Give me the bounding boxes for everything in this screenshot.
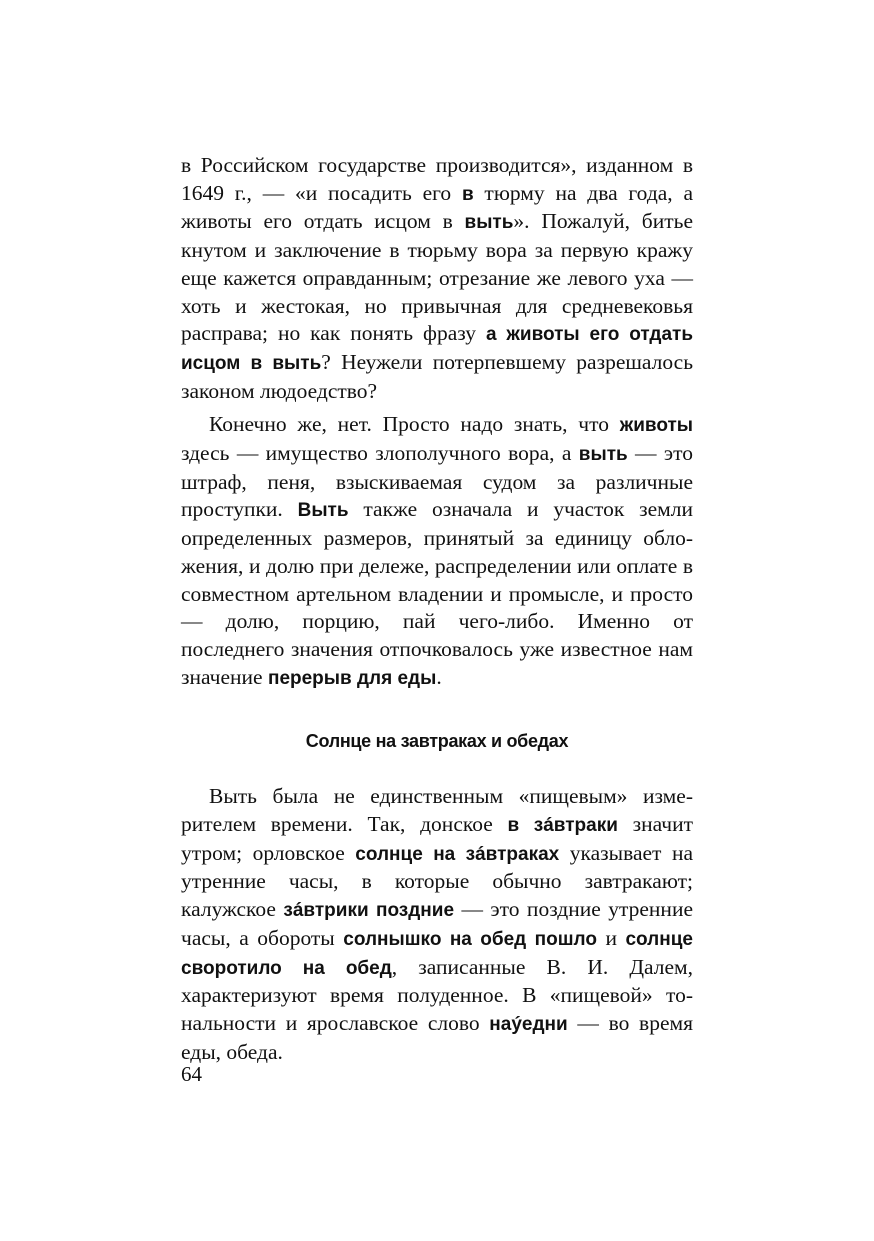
bold-term: выть: [578, 444, 628, 466]
text-run: в Российском государстве производится», изданном в 1649 г., — «и посадить его: [181, 153, 693, 205]
bold-term: выть: [464, 212, 514, 234]
text-run: ? Неужели потерпевшему разрешалось законом людоедство?: [181, 349, 694, 403]
paragraph-2: [181, 411, 693, 692]
bold-term: животы: [619, 415, 693, 437]
bold-term: Выть: [297, 500, 349, 522]
book-page: [181, 152, 693, 1066]
bold-term: в: [461, 183, 474, 205]
text-run: также означала и участок земли определенных размеров, принятый за единицу обложения, и долю при дележе, распределении или оплате в совместном артельном владении и промысле, и просто — долю, порцию, пай чего-либо. Именно от последнего значения отпочковалось уже известное нам значение: [181, 497, 693, 689]
text-run: и: [596, 925, 626, 950]
bold-term: в зáвтраки: [507, 815, 618, 837]
section-heading: Солнце на завтраках и обедах: [305, 731, 569, 752]
text-run: Конечно же, нет. Просто надо знать, что: [209, 412, 620, 437]
text-run: ». Пожалуй, битье кнутом и заключение в тюрьму вора за первую кражу еще кажется оправданным; отрезание же левого уха — хоть и жестокая, но привычная для средневековья расправа; но как понять фразу: [181, 209, 693, 346]
text-run: тюрму на два года, а животы его отдать исцом в: [181, 180, 693, 234]
bold-term: наýедни: [489, 1013, 568, 1035]
page-number: 64: [181, 1062, 202, 1086]
text-run: — во время еды, обеда.: [181, 1010, 693, 1064]
bold-term: а животы его отдать исцом в выть: [181, 324, 694, 374]
text-run: , записанные В. И. Далем, характеризуют время полуденное. В «пищевой» тональности и ярославское слово: [181, 954, 693, 1035]
bold-term: перерыв для еды: [267, 667, 437, 689]
bold-term: солнце на зáвтраках: [355, 843, 560, 865]
text-run: — это штраф, пеня, взыскиваемая судом за различные проступки.: [181, 441, 693, 522]
bold-term: солнце своротило на обед: [181, 928, 693, 979]
paragraph-3: [181, 783, 693, 1066]
text-run: значит утром; орловское: [181, 812, 693, 865]
text-run: — это поздние утренние часы, а обороты: [181, 897, 693, 950]
text-run: указывает на утренние часы, в которые обычно завтракают; калужское: [181, 840, 693, 922]
bold-term: солнышко на обед пошло: [343, 928, 597, 950]
bold-term: зáвтрики поздние: [283, 900, 455, 922]
text-run: Выть была не единственным «пищевым» измерителем времени. Так, донское: [181, 784, 693, 837]
paragraph-1: [181, 152, 693, 405]
text-run: .: [436, 664, 442, 689]
text-run: здесь — имущество злополучного вора, а: [181, 441, 579, 466]
